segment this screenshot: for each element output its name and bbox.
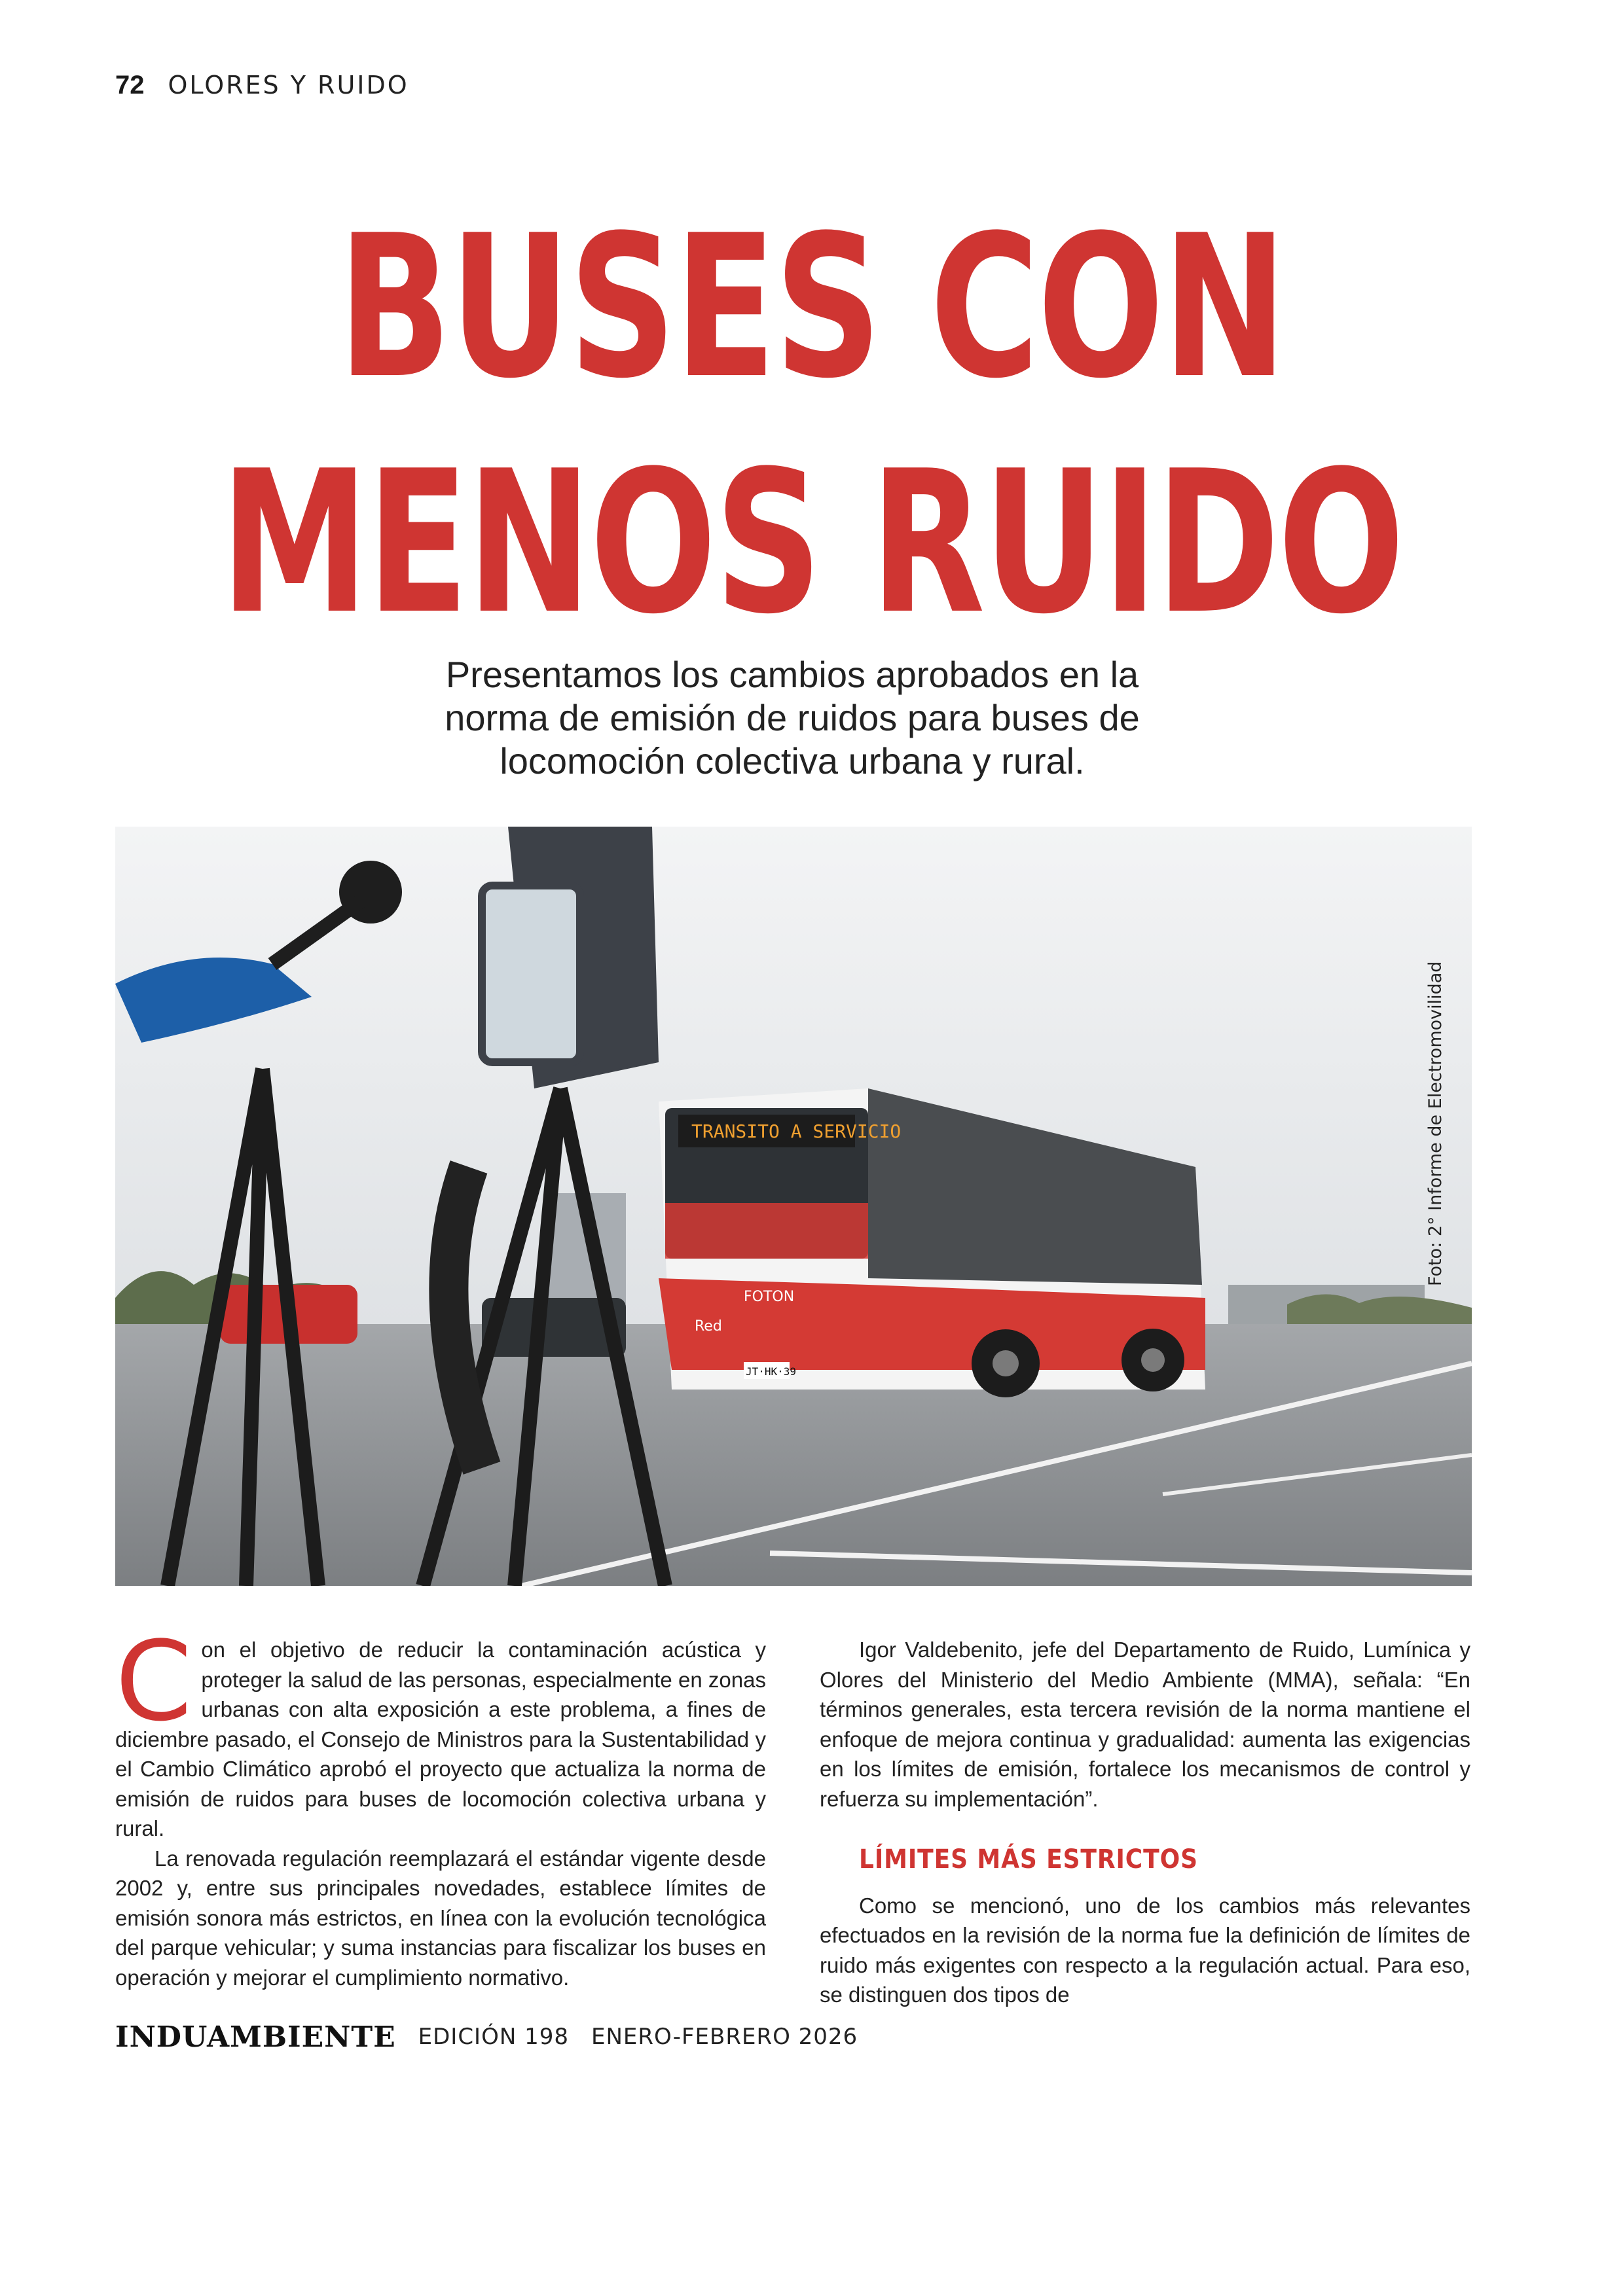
body-column-left	[115, 1617, 766, 1992]
edition-number: EDICIÓN 198	[418, 2024, 569, 2050]
headline-line-2: MENOS RUIDO	[220, 429, 1403, 657]
page-header	[115, 65, 409, 105]
photo-credit: Foto: 2° Informe de Electromovilidad	[1425, 961, 1446, 1286]
page-number: 72	[115, 70, 145, 99]
magazine-logo: INDUAMBIENTE	[115, 2020, 396, 2054]
paragraph: Igor Valdebenito, jefe del Departamento de Ruido, Lumínica y Olores del Ministerio del Medio Ambiente (MMA), señala: “En términos generales, esta tercera revisión de la norma mantiene el enfoque de mejora continua y gradualidad: aumenta las exigencias en los límites de emisión, fortalece los mecanismos de control y refuerza su implementación”.	[820, 1638, 1470, 1811]
bus-plate: JT·HK·39	[746, 1365, 797, 1378]
standfirst-line-1: Presentamos los cambios aprobados en la	[445, 654, 1139, 695]
page-footer	[115, 2017, 858, 2056]
standfirst-line-3: locomoción colectiva urbana y rural.	[500, 740, 1085, 781]
photo-illustration	[115, 827, 1472, 1586]
section-name: OLORES Y RUIDO	[168, 71, 409, 99]
bus-operator-logo: Red	[695, 1318, 722, 1335]
body-column-right	[820, 1635, 1470, 2010]
paragraph	[115, 1617, 766, 1844]
bus-destination-sign: TRANSITO A SERVICIO	[691, 1121, 902, 1142]
paragraph-text: on el objetivo de reducir la contaminación acústica y proteger la salud de las personas, especialmente en zonas urbanas con alta exposición a este problema, a fines de diciembre pasado, el Consejo de Ministros para la Sustentabilidad y el Cambio Climático aprobó el proyecto que actualiza la norma de emisión de ruidos para buses de locomoción colectiva urbana y rural.	[115, 1638, 766, 1840]
standfirst-line-2: norma de emisión de ruidos para buses de	[445, 697, 1140, 738]
paragraph: La renovada regulación reemplazará el estándar vigente desde 2002 y, entre sus principales novedades, establece límites de emisión sonora más estrictos, en línea con la evolución tecnológica del parque vehicular; y suma instancias para fiscalizar los buses en operación y mejorar el cumplimiento normativo.	[115, 1846, 766, 1990]
drop-cap: C	[115, 1617, 192, 1746]
bus-noise-measurement-photo	[115, 827, 1472, 1586]
standfirst	[367, 653, 1218, 783]
paragraph: Como se mencionó, uno de los cambios más relevantes efectuados en la revisión de la norma fue la definición de límites de ruido más exigentes con respecto a la regulación actual. Para eso, se distinguen dos tipos de	[820, 1893, 1470, 2007]
headline-line-1: BUSES CON	[337, 193, 1286, 422]
edition-date: ENERO-FEBRERO 2026	[591, 2024, 858, 2050]
bus-brand: FOTON	[744, 1289, 795, 1305]
section-subhead: LÍMITES MÁS ESTRICTOS	[859, 1844, 1198, 1874]
headline	[194, 193, 1428, 681]
